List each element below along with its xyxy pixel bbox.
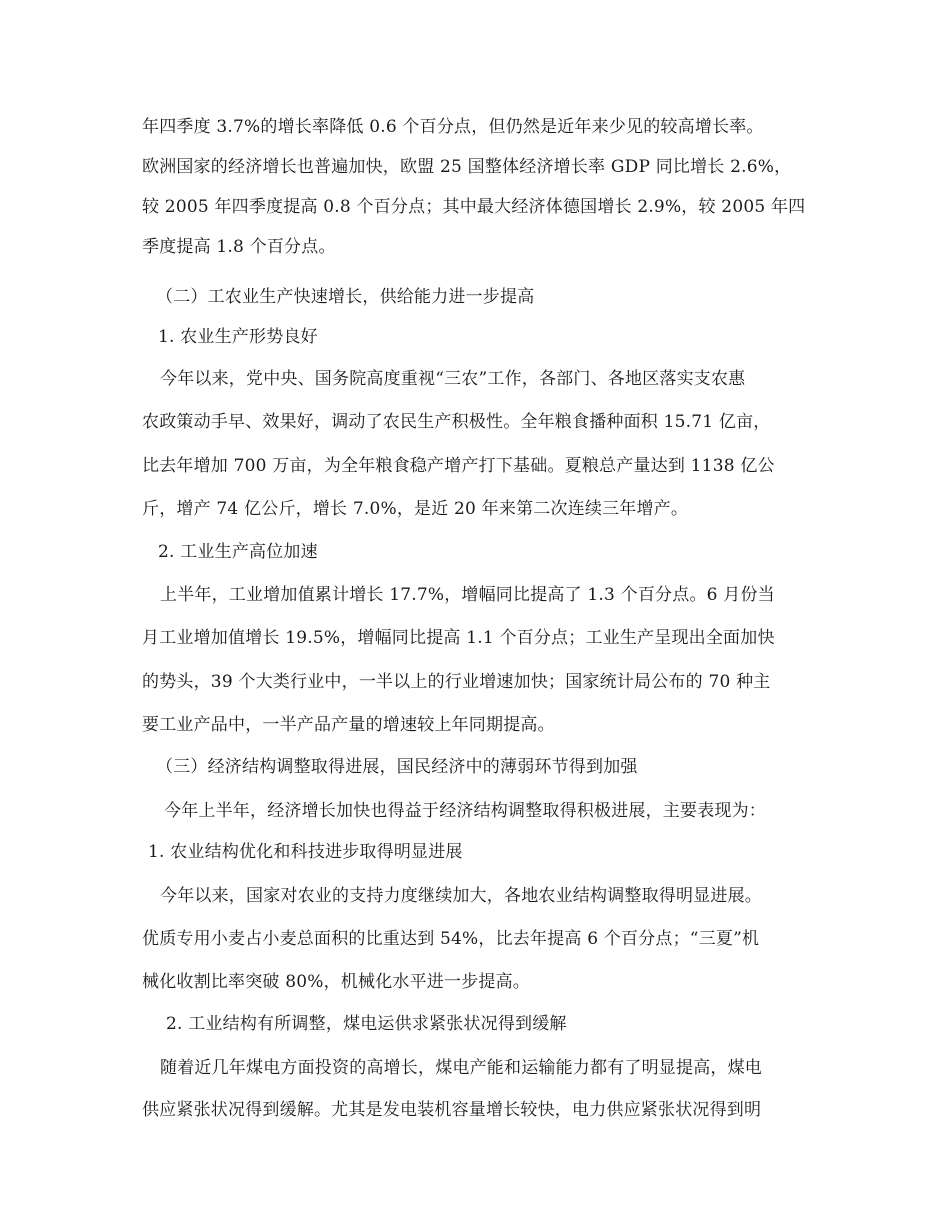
paragraph-line: 今年以来，国家对农业的支持力度继续加大，各地农业结构调整取得明显进展。 [160, 886, 762, 906]
paragraph-line: 月工业增加值增长 19.5%，增幅同比提高 1.1 个百分点；工业生产呈现出全面加快 [142, 628, 775, 648]
paragraph-line: 供应紧张状况得到缓解。尤其是发电装机容量增长较快，电力供应紧张状况得到明 [142, 1100, 762, 1120]
paragraph-line: 较 2005 年四季度提高 0.8 个百分点；其中最大经济体德国增长 2.9%，较 2005 年四 [142, 197, 806, 217]
paragraph-line: 要工业产品中，一半产品产量的增速较上年同期提高。 [142, 715, 555, 735]
subsection-heading: 2. 工业生产高位加速 [158, 542, 318, 562]
paragraph-line: 优质专用小麦占小麦总面积的比重达到 54%，比去年提高 6 个百分点；“三夏”机 [142, 929, 760, 949]
paragraph-line: 械化收割比率突破 80%，机械化水平进一步提高。 [142, 972, 530, 992]
paragraph-line: 比去年增加 700 万亩，为全年粮食稳产增产打下基础。夏粮总产量达到 1138 亿公 [142, 456, 775, 476]
paragraph-line: 上半年，工业增加值累计增长 17.7%，增幅同比提高了 1.3 个百分点。6 月份当 [160, 585, 775, 605]
paragraph-line: 年四季度 3.7%的增长率降低 0.6 个百分点，但仍然是近年来少见的较高增长率。 [142, 117, 764, 137]
paragraph-line: 今年以来，党中央、国务院高度重视“三农”工作，各部门、各地区落实支农惠 [160, 369, 746, 389]
subsection-heading: 1. 农业结构优化和科技进步取得明显进展 [148, 842, 463, 862]
paragraph-line: 季度提高 1.8 个百分点。 [142, 237, 336, 257]
paragraph-line: 欧洲国家的经济增长也普遍加快，欧盟 25 国整体经济增长率 GDP 同比增长 2.6%， [142, 157, 792, 177]
section-heading: （二）工农业生产快速增长，供给能力进一步提高 [156, 287, 535, 307]
subsection-heading: 1. 农业生产形势良好 [158, 327, 318, 347]
paragraph-line: 今年上半年，经济增长加快也得益于经济结构调整取得积极进展，主要表现为： [164, 801, 766, 821]
paragraph-line: 斤，增产 74 亿公斤，增长 7.0%，是近 20 年来第二次连续三年增产。 [142, 499, 689, 519]
section-heading: （三）经济结构调整取得进展，国民经济中的薄弱环节得到加强 [156, 757, 638, 777]
paragraph-line: 的势头，39 个大类行业中，一半以上的行业增速加快；国家统计局公布的 70 种主 [142, 672, 771, 692]
paragraph-line: 农政策动手早、效果好，调动了农民生产积极性。全年粮食播种面积 15.71 亿亩， [142, 412, 771, 432]
subsection-heading: 2. 工业结构有所调整，煤电运供求紧张状况得到缓解 [166, 1014, 567, 1034]
paragraph-line: 随着近几年煤电方面投资的高增长，煤电产能和运输能力都有了明显提高，煤电 [160, 1058, 762, 1078]
